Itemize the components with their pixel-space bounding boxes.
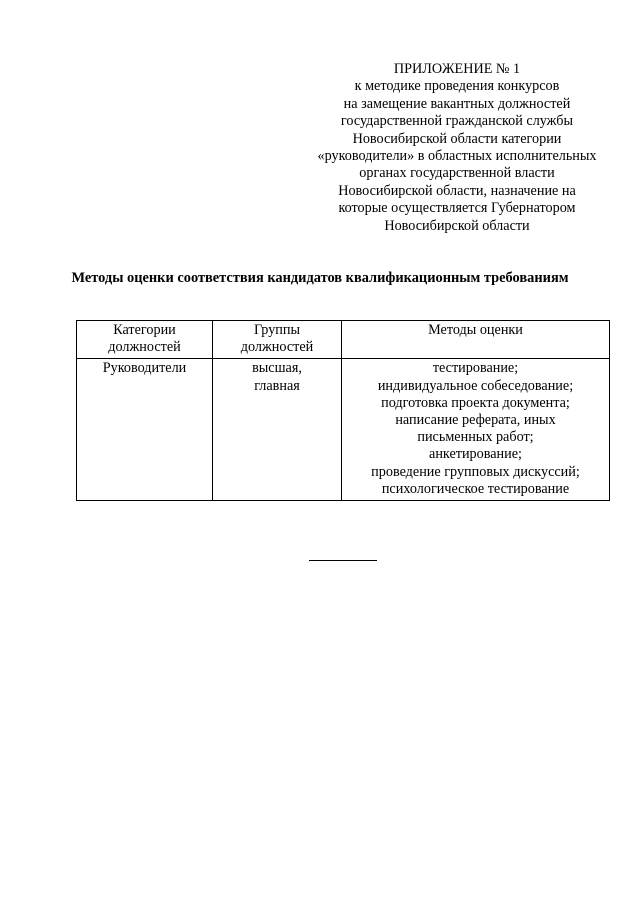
end-divider [309,560,377,561]
method-item: проведение групповых дискуссий; [371,463,580,480]
appendix-line: «руководители» в областных исполнительных [317,148,597,165]
table-row [77,359,610,501]
header-categories [77,321,213,359]
appendix-line: на замещение вакантных должностей [343,95,571,112]
appendix-line: Новосибирской области категории [352,130,562,147]
method-item: анкетирование; [429,446,522,463]
methods-table [76,320,610,501]
category-text: Руководители [102,360,187,377]
appendix-header [300,61,614,235]
document-title: Методы оценки соответствия кандидатов квалификационным требованиям [71,270,569,286]
appendix-line: органах государственной власти [359,165,555,182]
appendix-line: Новосибирской области, назначение на [338,182,576,199]
cell-methods [342,359,610,501]
header-text: Методы оценки [428,322,523,338]
cell-category [77,359,213,501]
cell-groups [213,359,342,501]
group-text: высшая, [252,360,302,377]
header-text: должностей [108,339,181,356]
header-groups [213,321,342,359]
method-item: подготовка проекта документа; [381,394,570,411]
appendix-line: ПРИЛОЖЕНИЕ № 1 [393,61,521,77]
appendix-line: Новосибирской области [384,217,530,234]
header-text: Группы [253,322,301,338]
header-text: должностей [240,339,314,356]
appendix-line: к методике проведения конкурсов [354,78,560,95]
method-item: индивидуальное собеседование; [377,377,574,394]
table-header-row [77,321,610,359]
method-item: тестирование; [432,360,519,377]
header-text: Категории [113,322,176,338]
method-item: написание реферата, иных [395,412,556,429]
appendix-line: государственной гражданской службы [340,113,574,130]
appendix-line: которые осуществляется Губернатором [338,200,576,217]
header-methods [342,321,610,359]
method-item: письменных работ; [417,429,534,446]
method-item: психологическое тестирование [381,480,570,497]
group-text: главная [254,377,300,394]
